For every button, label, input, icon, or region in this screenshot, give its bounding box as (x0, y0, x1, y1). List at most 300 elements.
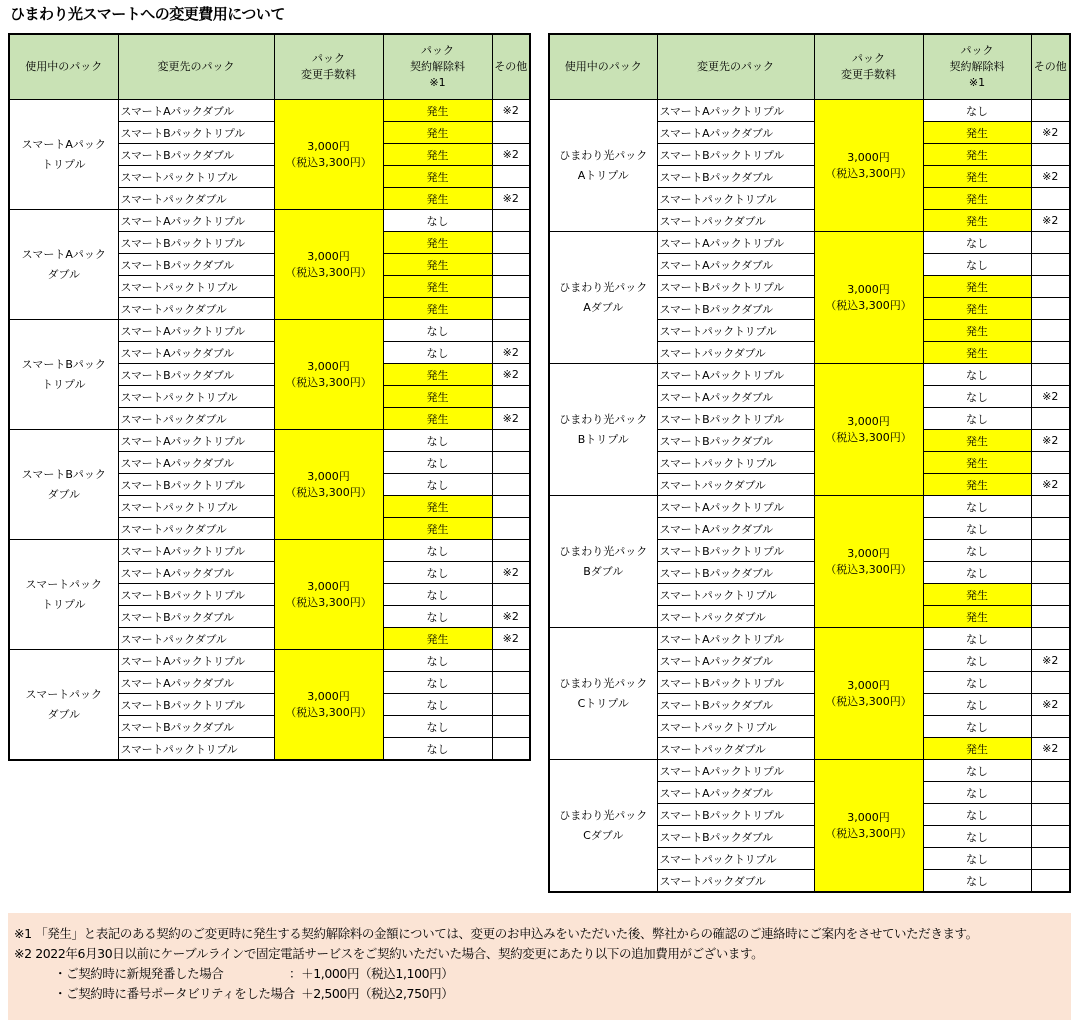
header-text: 使用中のパック (25, 60, 103, 73)
cancel-fee-cell: 発生 (383, 100, 492, 122)
table-row (9, 100, 530, 122)
cancel-fee-cell: 発生 (383, 386, 492, 408)
target-pack-cell: スマートパックトリプル (657, 320, 814, 342)
table-row (549, 232, 1070, 254)
cancel-fee-cell: 発生 (383, 518, 492, 540)
fee-tax: （税込3,300円） (285, 375, 372, 389)
target-pack-cell: スマートAパックトリプル (657, 364, 814, 386)
cancel-fee-cell: 発生 (923, 188, 1031, 210)
target-pack-cell: スマートAパックトリプル (657, 496, 814, 518)
cancel-fee-cell: なし (383, 452, 492, 474)
cancel-fee-cell: なし (923, 826, 1031, 848)
other-cell (492, 694, 530, 716)
fee-tax: （税込3,300円） (825, 826, 912, 840)
fee-tax: （税込3,300円） (285, 155, 372, 169)
cancel-fee-cell: なし (383, 650, 492, 672)
cancel-fee-cell: なし (923, 716, 1031, 738)
current-pack-label: スマートBパック (21, 467, 106, 481)
cancel-fee-cell: なし (923, 408, 1031, 430)
header-current-pack (549, 34, 657, 100)
cancel-fee-cell: 発生 (383, 166, 492, 188)
change-fee-cell (274, 430, 383, 540)
cancel-fee-cell: なし (383, 474, 492, 496)
header-change-fee (274, 34, 383, 100)
fee-tax: （税込3,300円） (285, 595, 372, 609)
other-cell: ※2 (492, 408, 530, 430)
other-cell (492, 166, 530, 188)
other-cell (492, 672, 530, 694)
other-cell (1031, 144, 1070, 166)
current-pack-cell (9, 540, 118, 650)
current-pack-label: ひまわり光パック (559, 808, 648, 822)
fee-amount: 3,000円 (847, 282, 890, 296)
note-item-label: ・ご契約時に新規発番した場合 (54, 966, 224, 981)
target-pack-cell: スマートBパックダブル (118, 254, 274, 276)
table-row (549, 100, 1070, 122)
target-pack-cell: スマートBパックダブル (657, 694, 814, 716)
cancel-fee-cell: なし (923, 694, 1031, 716)
target-pack-cell: スマートBパックトリプル (118, 694, 274, 716)
cancel-fee-cell: なし (383, 694, 492, 716)
target-pack-cell: スマートAパックダブル (118, 452, 274, 474)
target-pack-cell: スマートBパックダブル (657, 430, 814, 452)
table-row (549, 628, 1070, 650)
current-pack-label: スマートパック (25, 687, 103, 701)
fee-table-left (8, 33, 531, 761)
cancel-fee-cell: なし (383, 584, 492, 606)
cancel-fee-cell: なし (923, 628, 1031, 650)
target-pack-cell: スマートパックダブル (118, 518, 274, 540)
current-pack-label: Aトリプル (577, 168, 629, 182)
change-fee-cell (814, 760, 923, 893)
cancel-fee-cell: 発生 (923, 738, 1031, 760)
other-cell (1031, 276, 1070, 298)
header-text: その他 (1033, 60, 1067, 73)
cancel-fee-cell: 発生 (923, 144, 1031, 166)
cancel-fee-cell: 発生 (383, 276, 492, 298)
other-cell: ※2 (492, 100, 530, 122)
note-item (14, 964, 1071, 984)
header-text: 変更手数料 (841, 68, 896, 81)
fee-amount: 3,000円 (307, 579, 350, 593)
other-cell (1031, 364, 1070, 386)
target-pack-cell: スマートパックトリプル (657, 848, 814, 870)
cancel-fee-cell: なし (923, 760, 1031, 782)
current-pack-label: トリプル (41, 377, 86, 391)
header-text: 変更先のパック (697, 60, 774, 73)
cancel-fee-cell: なし (923, 782, 1031, 804)
target-pack-cell: スマートBパックトリプル (657, 540, 814, 562)
header-other (492, 34, 530, 100)
cancel-fee-cell: 発生 (923, 210, 1031, 232)
other-cell: ※2 (1031, 650, 1070, 672)
other-cell (1031, 452, 1070, 474)
cancel-fee-cell: 発生 (923, 276, 1031, 298)
other-cell (492, 232, 530, 254)
target-pack-cell: スマートBパックダブル (657, 166, 814, 188)
header-target-pack (118, 34, 274, 100)
header-text: パック (960, 44, 994, 57)
target-pack-cell: スマートBパックトリプル (657, 804, 814, 826)
cancel-fee-cell: なし (923, 518, 1031, 540)
other-cell: ※2 (492, 606, 530, 628)
fee-tax: （税込3,300円） (825, 430, 912, 444)
target-pack-cell: スマートAパックダブル (118, 342, 274, 364)
target-pack-cell: スマートパックダブル (657, 210, 814, 232)
change-fee-cell (814, 364, 923, 496)
cancel-fee-cell: 発生 (923, 606, 1031, 628)
target-pack-cell: スマートパックトリプル (657, 716, 814, 738)
target-pack-cell: スマートBパックトリプル (657, 408, 814, 430)
current-pack-cell (9, 650, 118, 761)
cancel-fee-cell: 発生 (923, 122, 1031, 144)
target-pack-cell: スマートパックダブル (657, 606, 814, 628)
target-pack-cell: スマートパックダブル (657, 870, 814, 893)
change-fee-cell (274, 540, 383, 650)
target-pack-cell: スマートパックダブル (657, 342, 814, 364)
current-pack-label: Bダブル (583, 564, 624, 578)
header-change-fee (814, 34, 923, 100)
table-row (9, 210, 530, 232)
other-cell (492, 210, 530, 232)
cancel-fee-cell: なし (923, 232, 1031, 254)
target-pack-cell: スマートAパックトリプル (657, 760, 814, 782)
target-pack-cell: スマートBパックトリプル (657, 276, 814, 298)
current-pack-label: Cトリプル (577, 696, 629, 710)
cancel-fee-cell: なし (383, 540, 492, 562)
target-pack-cell: スマートAパックダブル (118, 562, 274, 584)
note-item-value: ：＋1,000円（税込1,100円） (289, 966, 454, 981)
target-pack-cell: スマートAパックトリプル (657, 628, 814, 650)
current-pack-label: ひまわり光パック (559, 280, 648, 294)
other-cell: ※2 (1031, 474, 1070, 496)
target-pack-cell: スマートBパックトリプル (118, 584, 274, 606)
current-pack-cell (9, 210, 118, 320)
target-pack-cell: スマートBパックトリプル (118, 474, 274, 496)
cancel-fee-cell: なし (923, 364, 1031, 386)
change-fee-cell (814, 628, 923, 760)
change-fee-cell (814, 232, 923, 364)
header-text: ※1 (429, 76, 446, 89)
note-1: ※1 「発生」と表記のある契約のご変更時に発生する契約解除料の金額については、変更のお申込みをいただいた後、弊社からの確認のご連絡時にご案内をさせていただきます。 (14, 926, 978, 941)
fee-amount: 3,000円 (847, 678, 890, 692)
table-row (9, 320, 530, 342)
other-cell (492, 254, 530, 276)
other-cell: ※2 (1031, 430, 1070, 452)
target-pack-cell: スマートAパックダブル (657, 650, 814, 672)
other-cell: ※2 (492, 628, 530, 650)
target-pack-cell: スマートパックトリプル (657, 188, 814, 210)
page-title: ひまわり光スマートへの変更費用について (10, 5, 285, 23)
other-cell: ※2 (1031, 122, 1070, 144)
other-cell (1031, 232, 1070, 254)
other-cell (492, 320, 530, 342)
current-pack-cell (9, 430, 118, 540)
note-item-value: ：＋2,500円（税込2,750円） (289, 986, 454, 1001)
current-pack-label: ひまわり光パック (559, 676, 648, 690)
header-target-pack (657, 34, 814, 100)
fee-tax: （税込3,300円） (825, 298, 912, 312)
other-cell (492, 276, 530, 298)
target-pack-cell: スマートBパックダブル (657, 298, 814, 320)
target-pack-cell: スマートBパックダブル (118, 144, 274, 166)
target-pack-cell: スマートAパックトリプル (657, 100, 814, 122)
current-pack-label: Cダブル (583, 828, 624, 842)
other-cell (492, 430, 530, 452)
cancel-fee-cell: なし (923, 848, 1031, 870)
other-cell (492, 584, 530, 606)
table-row (9, 540, 530, 562)
fee-tax: （税込3,300円） (825, 694, 912, 708)
fee-tax: （税込3,300円） (825, 562, 912, 576)
current-pack-label: ひまわり光パック (559, 412, 648, 426)
target-pack-cell: スマートAパックトリプル (118, 320, 274, 342)
cancel-fee-cell: 発生 (383, 254, 492, 276)
header-row (549, 34, 1070, 100)
current-pack-label: スマートAパック (21, 247, 106, 261)
header-text: 使用中のパック (564, 60, 642, 73)
change-fee-cell (274, 650, 383, 761)
other-cell (492, 386, 530, 408)
cancel-fee-cell: 発生 (923, 298, 1031, 320)
current-pack-cell (9, 320, 118, 430)
cancel-fee-cell: 発生 (383, 496, 492, 518)
other-cell: ※2 (492, 188, 530, 210)
target-pack-cell: スマートAパックダブル (657, 782, 814, 804)
cancel-fee-cell: なし (923, 870, 1031, 893)
header-text: パック (852, 52, 885, 65)
other-cell (1031, 606, 1070, 628)
other-cell: ※2 (1031, 694, 1070, 716)
target-pack-cell: スマートAパックトリプル (657, 232, 814, 254)
cancel-fee-cell: 発生 (383, 408, 492, 430)
target-pack-cell: スマートパックトリプル (657, 584, 814, 606)
fee-tax: （税込3,300円） (285, 485, 372, 499)
fee-amount: 3,000円 (307, 359, 350, 373)
current-pack-label: スマートBパック (21, 357, 106, 371)
target-pack-cell: スマートパックダブル (118, 298, 274, 320)
other-cell (1031, 760, 1070, 782)
cancel-fee-cell: 発生 (383, 188, 492, 210)
cancel-fee-cell: なし (923, 100, 1031, 122)
change-fee-cell (274, 320, 383, 430)
other-cell: ※2 (492, 364, 530, 386)
target-pack-cell: スマートパックトリプル (118, 166, 274, 188)
header-text: パック (421, 44, 454, 57)
fee-tax: （税込3,300円） (285, 265, 372, 279)
other-cell (1031, 254, 1070, 276)
other-cell (492, 298, 530, 320)
other-cell (1031, 848, 1070, 870)
other-cell (1031, 342, 1070, 364)
other-cell (1031, 562, 1070, 584)
other-cell: ※2 (492, 562, 530, 584)
cancel-fee-cell: なし (383, 320, 492, 342)
cancel-fee-cell: 発生 (923, 452, 1031, 474)
cancel-fee-cell: なし (923, 650, 1031, 672)
other-cell (1031, 188, 1070, 210)
header-text: 変更手数料 (301, 68, 356, 81)
target-pack-cell: スマートAパックトリプル (118, 650, 274, 672)
fee-amount: 3,000円 (307, 139, 350, 153)
other-cell (1031, 518, 1070, 540)
target-pack-cell: スマートAパックダブル (657, 518, 814, 540)
change-fee-cell (814, 100, 923, 232)
table-row (9, 650, 530, 672)
header-row (9, 34, 530, 100)
cancel-fee-cell: なし (383, 210, 492, 232)
current-pack-label: スマートパック (25, 577, 103, 591)
cancel-fee-cell: 発生 (383, 298, 492, 320)
header-text: パック (312, 52, 345, 65)
other-cell (1031, 584, 1070, 606)
current-pack-cell (549, 496, 657, 628)
target-pack-cell: スマートパックトリプル (657, 452, 814, 474)
header-text: 契約解除料 (410, 60, 465, 73)
other-cell (1031, 672, 1070, 694)
other-cell (492, 122, 530, 144)
other-cell (1031, 320, 1070, 342)
target-pack-cell: スマートAパックダブル (118, 672, 274, 694)
table-row (549, 760, 1070, 782)
current-pack-label: ダブル (47, 707, 81, 721)
current-pack-label: ダブル (47, 267, 81, 281)
other-cell (1031, 540, 1070, 562)
change-fee-cell (274, 100, 383, 210)
other-cell (1031, 804, 1070, 826)
other-cell (492, 738, 530, 761)
target-pack-cell: スマートBパックトリプル (657, 672, 814, 694)
other-cell (492, 474, 530, 496)
target-pack-cell: スマートBパックダブル (118, 716, 274, 738)
other-cell (1031, 870, 1070, 893)
other-cell (492, 452, 530, 474)
target-pack-cell: スマートAパックトリプル (118, 430, 274, 452)
cancel-fee-cell: なし (383, 430, 492, 452)
other-cell (1031, 782, 1070, 804)
notes-box (8, 913, 1071, 1020)
cancel-fee-cell: なし (923, 386, 1031, 408)
cancel-fee-cell: 発生 (923, 584, 1031, 606)
current-pack-cell (549, 100, 657, 232)
cancel-fee-cell: なし (383, 716, 492, 738)
note-item (14, 984, 1071, 1004)
header-current-pack (9, 34, 118, 100)
cancel-fee-cell: なし (383, 562, 492, 584)
target-pack-cell: スマートBパックトリプル (657, 144, 814, 166)
other-cell: ※2 (492, 144, 530, 166)
target-pack-cell: スマートAパックトリプル (118, 210, 274, 232)
cancel-fee-cell: 発生 (923, 474, 1031, 496)
target-pack-cell: スマートBパックダブル (118, 606, 274, 628)
change-fee-cell (814, 496, 923, 628)
fee-tax: （税込3,300円） (285, 705, 372, 719)
cancel-fee-cell: なし (383, 342, 492, 364)
target-pack-cell: スマートパックダブル (118, 408, 274, 430)
target-pack-cell: スマートAパックトリプル (118, 540, 274, 562)
header-cancel-fee (383, 34, 492, 100)
note-2: ※2 2022年6月30日以前にケーブルラインで固定電話サービスをご契約いただいた場合、契約変更にあたり以下の追加費用がございます。 (14, 946, 764, 961)
other-cell: ※2 (1031, 166, 1070, 188)
target-pack-cell: スマートAパックダブル (657, 254, 814, 276)
other-cell (1031, 628, 1070, 650)
cancel-fee-cell: なし (923, 540, 1031, 562)
cancel-fee-cell: 発生 (383, 232, 492, 254)
fee-table-right (548, 33, 1071, 893)
target-pack-cell: スマートパックダブル (118, 628, 274, 650)
note-item-label: ・ご契約時に番号ポータビリティをした場合 (54, 986, 295, 1001)
header-text: その他 (494, 60, 528, 73)
current-pack-label: スマートAパック (21, 137, 106, 151)
cancel-fee-cell: なし (923, 496, 1031, 518)
other-cell (1031, 100, 1070, 122)
cancel-fee-cell: なし (383, 606, 492, 628)
cancel-fee-cell: 発生 (383, 628, 492, 650)
header-text: 契約解除料 (949, 60, 1005, 73)
change-fee-cell (274, 210, 383, 320)
current-pack-label: ダブル (47, 487, 81, 501)
other-cell: ※2 (1031, 738, 1070, 760)
current-pack-label: ひまわり光パック (559, 544, 648, 558)
fee-amount: 3,000円 (847, 414, 890, 428)
current-pack-label: Bトリプル (577, 432, 629, 446)
fee-amount: 3,000円 (847, 546, 890, 560)
target-pack-cell: スマートパックトリプル (118, 496, 274, 518)
current-pack-label: ひまわり光パック (559, 148, 648, 162)
target-pack-cell: スマートAパックダブル (657, 386, 814, 408)
cancel-fee-cell: 発生 (383, 122, 492, 144)
target-pack-cell: スマートBパックダブル (657, 826, 814, 848)
target-pack-cell: スマートBパックダブル (657, 562, 814, 584)
target-pack-cell: スマートAパックダブル (118, 100, 274, 122)
current-pack-label: トリプル (41, 157, 86, 171)
cancel-fee-cell: 発生 (923, 166, 1031, 188)
current-pack-cell (549, 628, 657, 760)
cancel-fee-cell: 発生 (923, 342, 1031, 364)
target-pack-cell: スマートBパックダブル (118, 364, 274, 386)
header-other (1031, 34, 1070, 100)
target-pack-cell: スマートAパックダブル (657, 122, 814, 144)
current-pack-label: Aダブル (583, 300, 624, 314)
target-pack-cell: スマートパックトリプル (118, 276, 274, 298)
current-pack-cell (9, 100, 118, 210)
fee-amount: 3,000円 (307, 249, 350, 263)
fee-amount: 3,000円 (847, 150, 890, 164)
other-cell (1031, 496, 1070, 518)
target-pack-cell: スマートパックトリプル (118, 386, 274, 408)
other-cell (492, 650, 530, 672)
other-cell (1031, 298, 1070, 320)
other-cell (1031, 826, 1070, 848)
table-row (549, 496, 1070, 518)
cancel-fee-cell: なし (383, 672, 492, 694)
current-pack-cell (549, 232, 657, 364)
cancel-fee-cell: なし (923, 804, 1031, 826)
target-pack-cell: スマートパックダブル (657, 474, 814, 496)
fee-tax: （税込3,300円） (825, 166, 912, 180)
target-pack-cell: スマートパックダブル (118, 188, 274, 210)
other-cell (492, 540, 530, 562)
cancel-fee-cell: なし (923, 254, 1031, 276)
cancel-fee-cell: 発生 (383, 364, 492, 386)
other-cell (1031, 716, 1070, 738)
other-cell (492, 716, 530, 738)
table-row (9, 430, 530, 452)
cancel-fee-cell: 発生 (923, 430, 1031, 452)
fee-amount: 3,000円 (307, 689, 350, 703)
cancel-fee-cell: なし (923, 562, 1031, 584)
target-pack-cell: スマートパックダブル (657, 738, 814, 760)
